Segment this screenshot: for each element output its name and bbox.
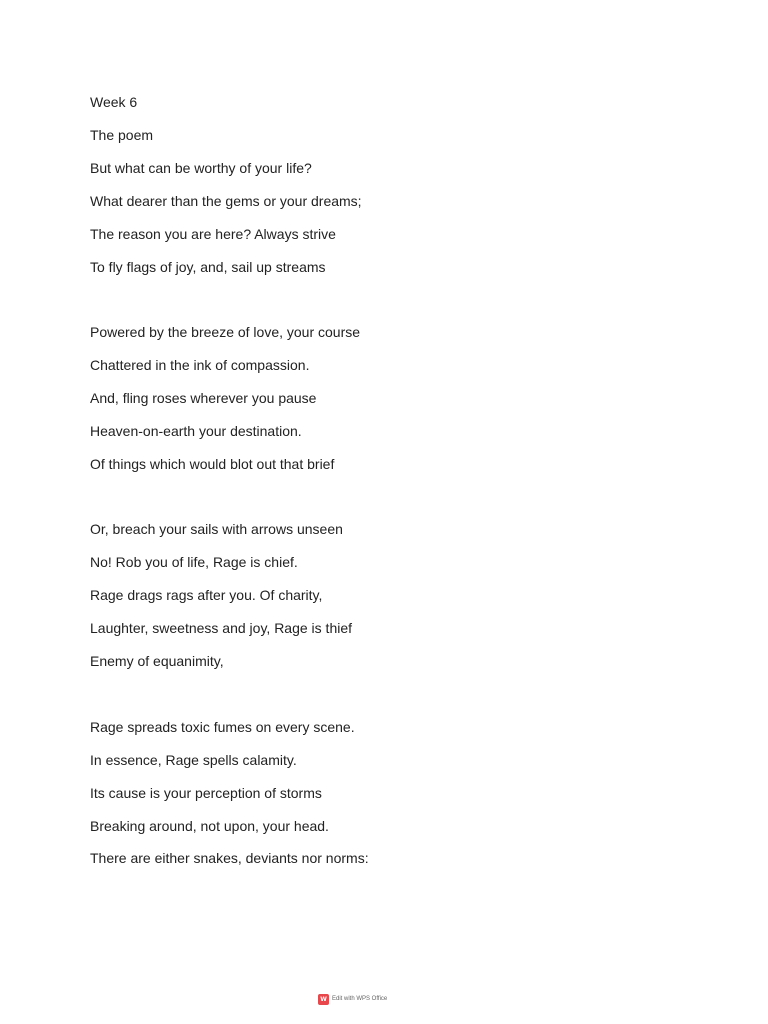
poem-line: There are either snakes, deviants nor norms: bbox=[90, 850, 369, 866]
poem-line: Rage spreads toxic fumes on every scene. bbox=[90, 719, 355, 735]
poem-line: Its cause is your perception of storms bbox=[90, 785, 322, 801]
poem-line: Rage drags rags after you. Of charity, bbox=[90, 587, 323, 603]
poem-line: To fly flags of joy, and, sail up streams bbox=[90, 259, 326, 275]
poem-line: And, fling roses wherever you pause bbox=[90, 390, 317, 406]
wps-office-logo-icon: W bbox=[318, 994, 329, 1005]
poem-line: Laughter, sweetness and joy, Rage is thief bbox=[90, 620, 353, 636]
poem-line: Breaking around, not upon, your head. bbox=[90, 818, 329, 834]
poem-line: Of things which would blot out that brief bbox=[90, 456, 335, 472]
poem-line: Enemy of equanimity, bbox=[90, 653, 224, 669]
poem-line: No! Rob you of life, Rage is chief. bbox=[90, 554, 298, 570]
document-subtitle: The poem bbox=[90, 127, 154, 143]
poem-line: But what can be worthy of your life? bbox=[90, 160, 312, 176]
poem-line: In essence, Rage spells calamity. bbox=[90, 752, 297, 768]
poem-line: The reason you are here? Always strive bbox=[90, 226, 336, 242]
poem-line: Or, breach your sails with arrows unseen bbox=[90, 521, 343, 537]
poem-line: Chattered in the ink of compassion. bbox=[90, 357, 310, 373]
wps-watermark[interactable] bbox=[318, 993, 387, 1005]
poem-line: Powered by the breeze of love, your course bbox=[90, 324, 361, 340]
poem-line: What dearer than the gems or your dreams; bbox=[90, 193, 362, 209]
wps-watermark-text: Edit with WPS Office bbox=[332, 995, 388, 1002]
poem-line: Heaven-on-earth your destination. bbox=[90, 423, 302, 439]
document-title: Week 6 bbox=[90, 94, 138, 110]
